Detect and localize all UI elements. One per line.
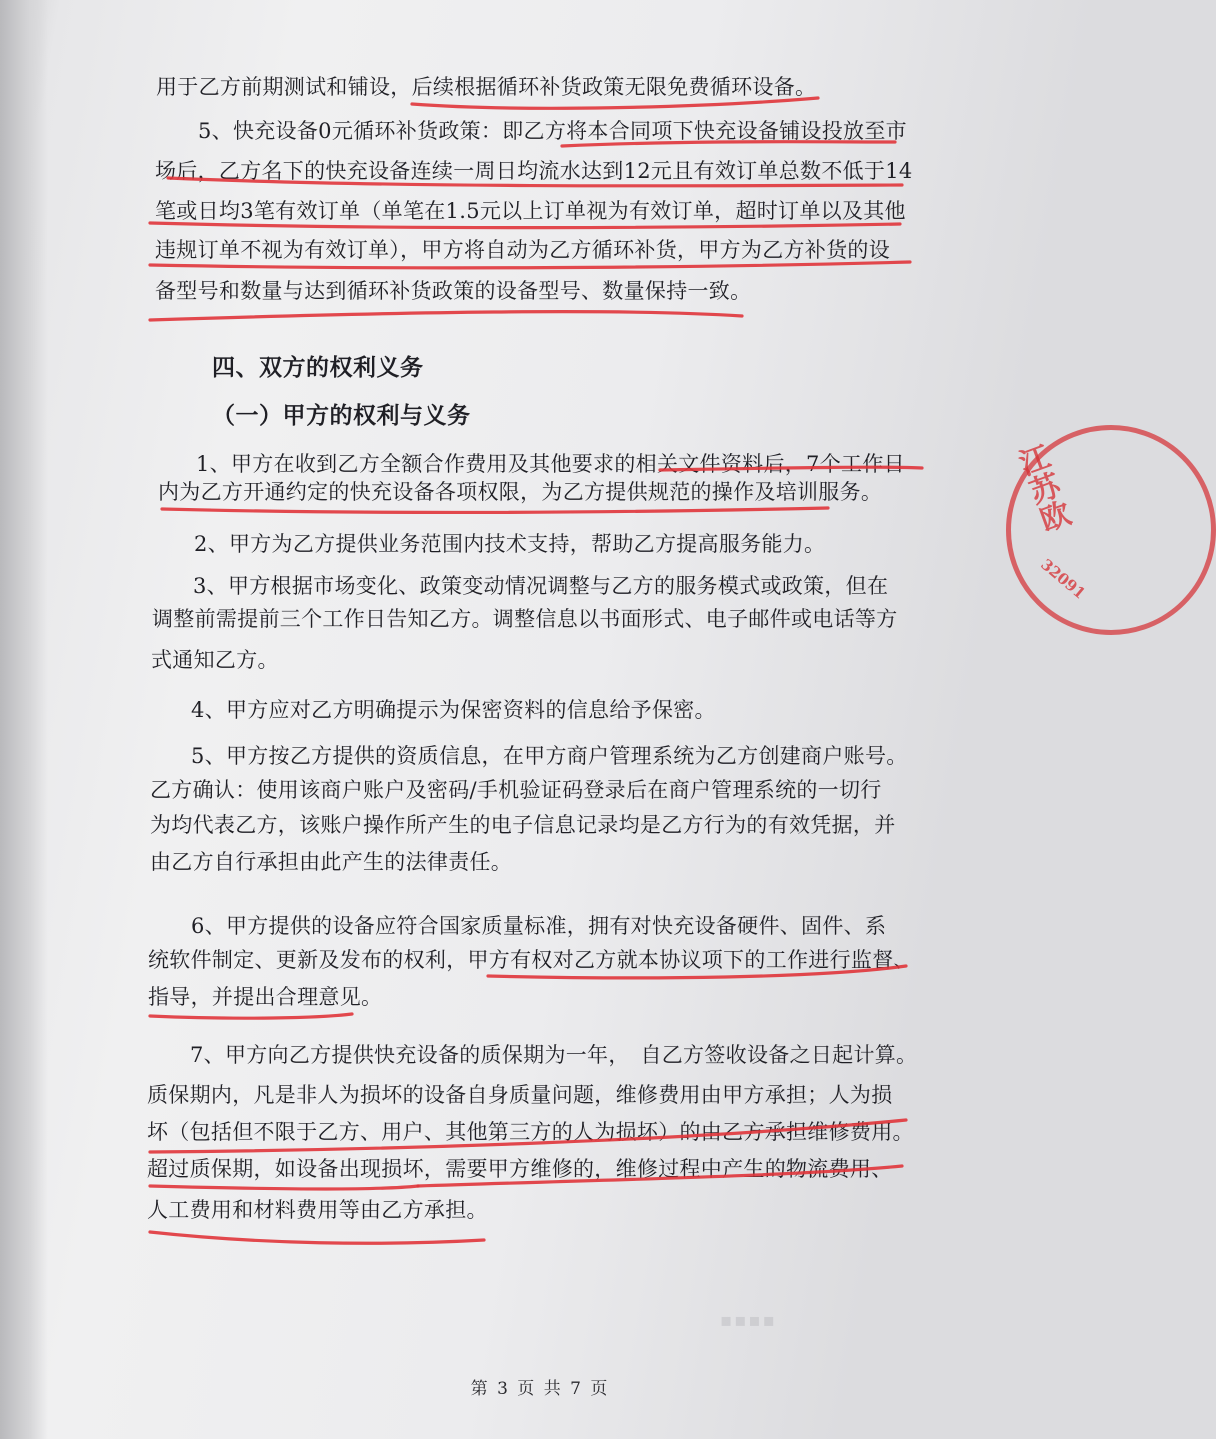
text-line: 笔或日均3笔有效订单（单笔在1.5元以上订单视为有效订单，超时订单以及其他 (155, 199, 906, 223)
seal-number: 32091 (1037, 555, 1089, 603)
text-line: 坏（包括但不限于乙方、用户、其他第三方的人为损坏）的由乙方承担维修费用。 (147, 1120, 914, 1144)
pen-underline (150, 1232, 484, 1243)
pen-underline (150, 312, 742, 320)
text-line: 由乙方自行承担由此产生的法律责任。 (150, 850, 513, 874)
text-line: 超过质保期，如设备出现损坏，需要甲方维修的，维修过程中产生的物流费用、 (147, 1157, 893, 1181)
text-line: 调整前需提前三个工作日告知乙方。调整信息以书面形式、电子邮件或电话等方 (152, 607, 898, 631)
text-line: 5、甲方按乙方提供的资质信息，在甲方商户管理系统为乙方创建商户账号。 (191, 744, 908, 768)
text-line: 乙方确认：使用该商户账户及密码/手机验证码登录后在商户管理系统的一切行 (150, 778, 882, 802)
text-line: 质保期内，凡是非人为损坏的设备自身质量问题，维修费用由甲方承担；人为损 (147, 1083, 893, 1107)
text-line: 备型号和数量与达到循环补货政策的设备型号、数量保持一致。 (155, 279, 752, 303)
page-shadow-edge (0, 0, 48, 1439)
text-line: 1、甲方在收到乙方全额合作费用及其他要求的相关文件资料后，7个工作日 (196, 452, 905, 476)
text-line: 7、甲方向乙方提供快充设备的质保期为一年， 自乙方签收设备之日起计算。 (190, 1043, 918, 1067)
text-line: 内为乙方开通约定的快充设备各项权限，为乙方提供规范的操作及培训服务。 (158, 480, 883, 504)
subsection-heading: （一）甲方的权利与义务 (212, 402, 471, 429)
text-line: 2、甲方为乙方提供业务范围内技术支持，帮助乙方提高服务能力。 (194, 532, 826, 556)
text-line: 6、甲方提供的设备应符合国家质量标准，拥有对快充设备硬件、固件、系 (191, 914, 887, 938)
text-line: 场后，乙方名下的快充设备连续一周日均流水达到12元且有效订单总数不低于14 (155, 159, 913, 183)
text-line: 用于乙方前期测试和铺设，后续根据循环补货政策无限免费循环设备。 (156, 75, 817, 99)
pen-underline (150, 1186, 418, 1189)
text-line: 3、甲方根据市场变化、政策变动情况调整与乙方的服务模式或政策，但在 (193, 574, 889, 598)
page-number: 第 3 页 共 7 页 (470, 1379, 610, 1399)
text-line: 违规订单不视为有效订单），甲方将自动为乙方循环补货，甲方为乙方补货的设 (155, 238, 890, 262)
pen-underline (162, 508, 828, 512)
section-heading: 四、双方的权利义务 (212, 354, 424, 381)
pen-underline (150, 1014, 352, 1018)
seal-text: 江苏欧 (1009, 440, 1074, 538)
text-line: 4、甲方应对乙方明确提示为保密资料的信息给予保密。 (191, 698, 716, 722)
text-line: 统软件制定、更新及发布的权利，甲方有权对乙方就本协议项下的工作进行监督、 (148, 948, 915, 972)
text-line: 5、快充设备0元循环补货政策：即乙方将本合同项下快充设备铺设投放至市 (198, 119, 907, 143)
company-seal-stamp (1006, 425, 1216, 635)
text-line: 为均代表乙方，该账户操作所产生的电子信息记录均是乙方行为的有效凭据，并 (150, 813, 896, 837)
text-line: 指导，并提出合理意见。 (148, 985, 383, 1009)
faint-bleed-through-mark: ▪▪▪▪ (720, 1310, 777, 1331)
text-line: 式通知乙方。 (151, 648, 279, 672)
text-line: 人工费用和材料费用等由乙方承担。 (147, 1198, 488, 1222)
